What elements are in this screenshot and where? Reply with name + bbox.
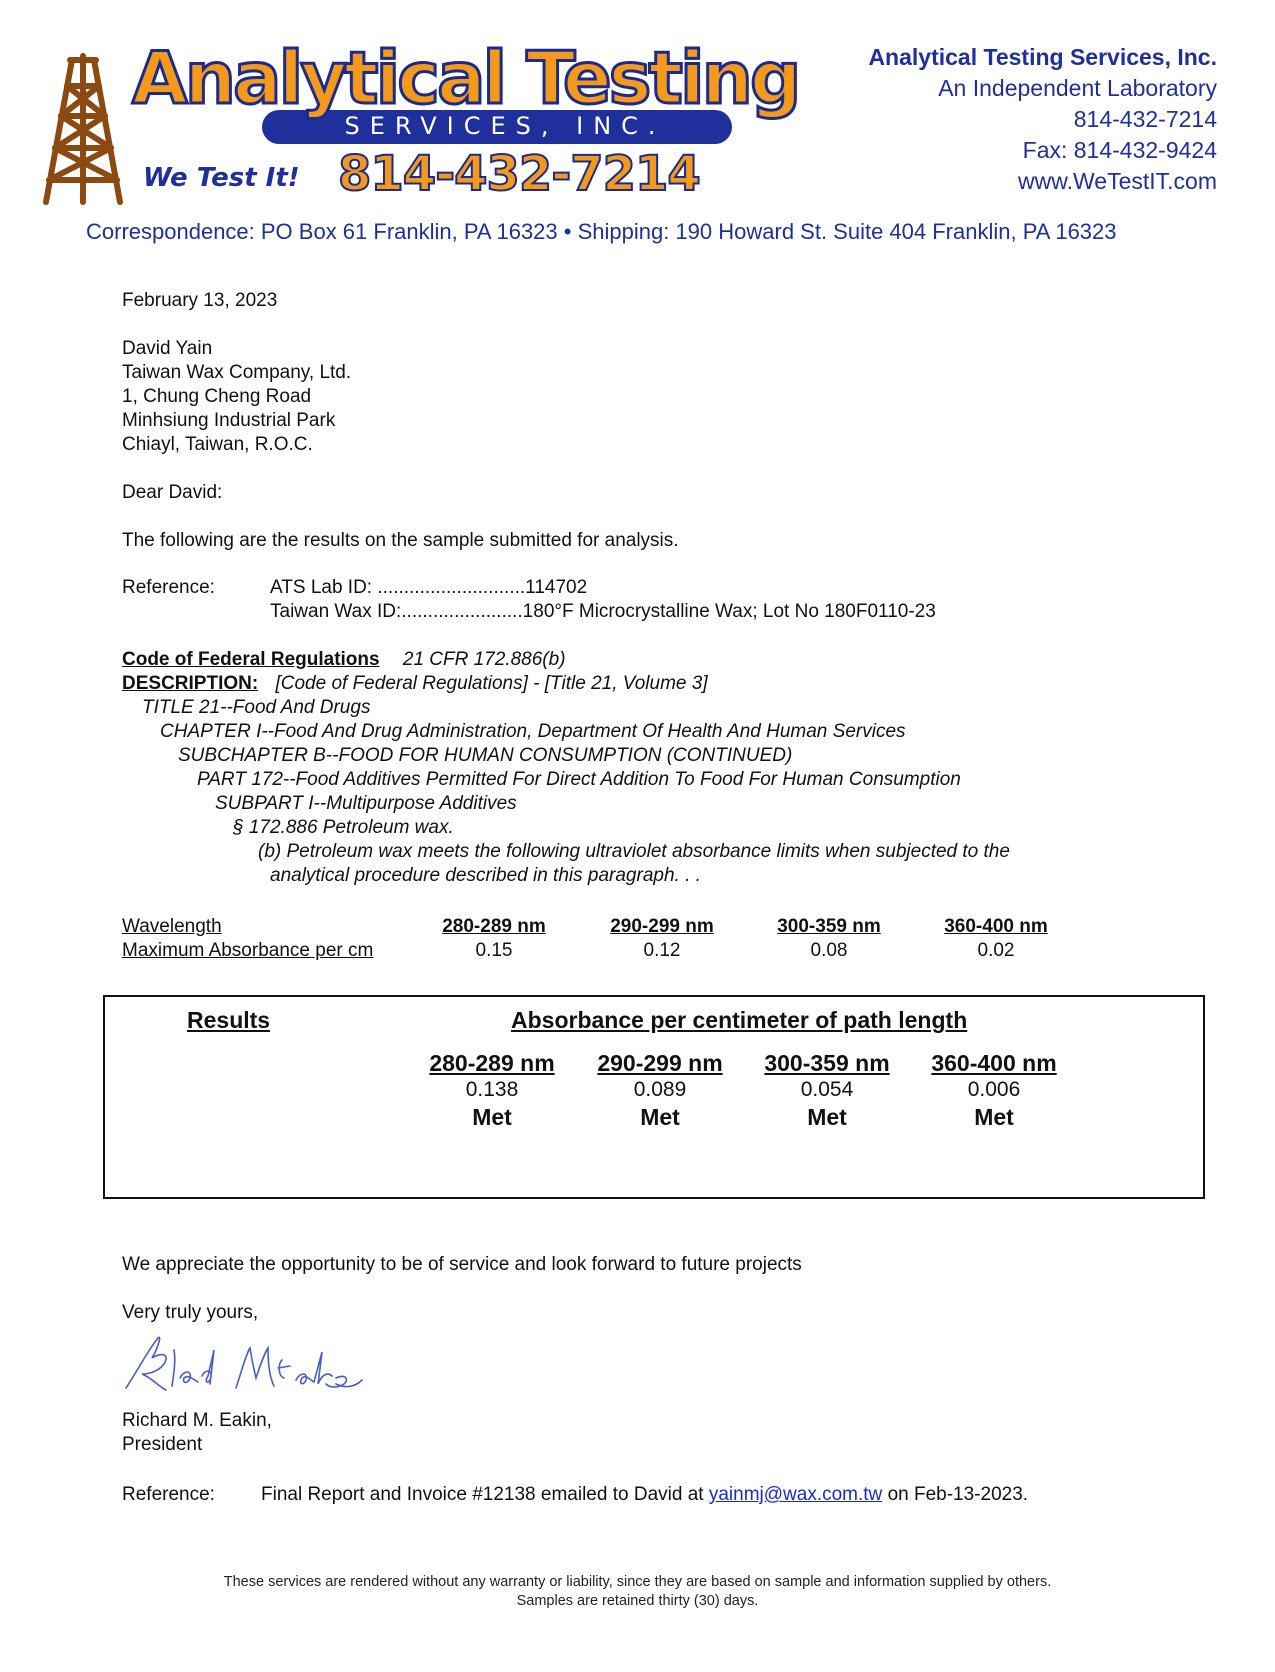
taiwan-wax-id: Taiwan Wax ID:.......................180°F Microcrystalline Wax; Lot No 180F0110-23 <box>270 601 936 622</box>
valediction: Very truly yours, <box>122 1302 259 1323</box>
logo-wordmark: Analytical Testing <box>132 36 799 120</box>
signer-name: Richard M. Eakin, <box>122 1410 272 1431</box>
tagline: An Independent Laboratory <box>938 75 1217 101</box>
result-status: Met <box>640 1104 680 1130</box>
logo-phone: 814-432-7214 <box>338 146 700 202</box>
result-value: 0.006 <box>967 1078 1021 1101</box>
oil-derrick-logo-icon <box>38 52 128 212</box>
recipient-street: 1, Chung Cheng Road <box>122 386 312 407</box>
logo-slogan: We Test It! <box>143 163 300 193</box>
result-value: 0.054 <box>800 1078 854 1101</box>
limit-max-value: 0.08 <box>810 940 848 961</box>
result-value: 0.089 <box>633 1078 687 1101</box>
final-reference-label: Reference: <box>122 1484 215 1505</box>
description-text: [Code of Federal Regulations] - [Title 21, Volume 3] <box>275 673 708 694</box>
company-name: Analytical Testing Services, Inc. <box>868 44 1217 70</box>
result-column <box>747 1050 907 1131</box>
phone-number: 814-432-7214 <box>1073 106 1217 132</box>
email-link[interactable]: yainmj@wax.com.tw <box>708 1484 883 1505</box>
limit-wavelength: 280-289 nm <box>442 916 546 937</box>
result-status: Met <box>472 1104 512 1130</box>
fax-number: Fax: 814-432-9424 <box>1022 137 1217 163</box>
result-status: Met <box>807 1104 847 1130</box>
footer-line-2: Samples are retained thirty (30) days. <box>516 1593 759 1609</box>
cfr-part-line: PART 172--Food Additives Permitted For Direct Addition To Food For Human Consumption <box>197 769 961 790</box>
cfr-heading: Code of Federal Regulations <box>122 649 380 670</box>
final-reference-prefix: Final Report and Invoice #12138 emailed to David at <box>261 1484 704 1505</box>
letter-date: February 13, 2023 <box>122 290 278 311</box>
description-label: DESCRIPTION: <box>122 673 259 694</box>
result-wavelength: 360-400 nm <box>931 1050 1057 1076</box>
website: www.WeTestIT.com <box>1018 168 1217 194</box>
signer-block <box>122 1409 272 1457</box>
contact-block <box>868 42 1217 197</box>
limits-row-label-wavelength: Wavelength <box>122 916 222 937</box>
cfr-title-line: TITLE 21--Food And Drugs <box>142 697 371 718</box>
limit-max-value: 0.12 <box>643 940 681 961</box>
cfr-paragraph-line-1: (b) Petroleum wax meets the following ultraviolet absorbance limits when subjected to the <box>258 841 1010 862</box>
reference-label: Reference: <box>122 577 215 598</box>
handwritten-signature <box>118 1330 368 1400</box>
result-wavelength: 300-359 nm <box>764 1050 890 1076</box>
footer-line-1: These services are rendered without any warranty or liability, since they are based on sample and information supplied by others. <box>223 1574 1052 1590</box>
cfr-subpart-line: SUBPART I--Multipurpose Additives <box>215 793 517 814</box>
limit-wavelength: 360-400 nm <box>944 916 1048 937</box>
cfr-paragraph-line-2: analytical procedure described in this paragraph. . . <box>270 865 701 886</box>
logo-services-text: SERVICES, INC. <box>344 112 666 140</box>
recipient-park: Minhsiung Industrial Park <box>122 410 336 431</box>
limit-max-value: 0.15 <box>475 940 513 961</box>
cfr-heading-row <box>122 648 566 672</box>
address-line: Correspondence: PO Box 61 Franklin, PA 16323 • Shipping: 190 Howard St. Suite 404 Franklin, PA 16323 <box>86 219 1117 244</box>
result-column <box>914 1050 1074 1131</box>
result-wavelength: 280-289 nm <box>429 1050 555 1076</box>
cfr-description-row <box>122 672 708 696</box>
result-status: Met <box>974 1104 1014 1130</box>
cfr-subchapter-line: SUBCHAPTER B--FOOD FOR HUMAN CONSUMPTION (CONTINUED) <box>178 745 793 766</box>
cfr-section-line: § 172.886 Petroleum wax. <box>233 817 454 838</box>
signer-title: President <box>122 1434 203 1455</box>
recipient-block <box>122 337 351 457</box>
limits-row-label-max: Maximum Absorbance per cm <box>122 940 374 961</box>
footer-disclaimer <box>0 1573 1275 1611</box>
final-reference-text <box>261 1483 1028 1507</box>
salutation: Dear David: <box>122 482 223 503</box>
recipient-name: David Yain <box>122 338 213 359</box>
result-wavelength: 290-299 nm <box>597 1050 723 1076</box>
results-label: Results <box>187 1007 271 1033</box>
reference-details <box>270 576 936 624</box>
recipient-city: Chiayl, Taiwan, R.O.C. <box>122 434 313 455</box>
result-column <box>580 1050 740 1131</box>
results-heading: Absorbance per centimeter of path length <box>511 1007 968 1033</box>
limit-column <box>419 915 569 963</box>
result-column <box>412 1050 572 1131</box>
intro-text: The following are the results on the sample submitted for analysis. <box>122 530 679 551</box>
limit-max-value: 0.02 <box>977 940 1015 961</box>
final-reference-suffix: on Feb-13-2023. <box>887 1484 1029 1505</box>
result-value: 0.138 <box>465 1078 519 1101</box>
ats-lab-id: ATS Lab ID: ............................114702 <box>270 577 588 598</box>
cfr-chapter-line: CHAPTER I--Food And Drug Administration, Department Of Health And Human Services <box>160 721 906 742</box>
limit-wavelength: 300-359 nm <box>777 916 881 937</box>
limit-column <box>921 915 1071 963</box>
limit-column <box>587 915 737 963</box>
limit-column <box>754 915 904 963</box>
appreciation-text: We appreciate the opportunity to be of service and look forward to future projects <box>122 1254 802 1275</box>
cfr-citation: 21 CFR 172.886(b) <box>402 649 566 670</box>
recipient-company: Taiwan Wax Company, Ltd. <box>122 362 352 383</box>
limit-wavelength: 290-299 nm <box>610 916 714 937</box>
